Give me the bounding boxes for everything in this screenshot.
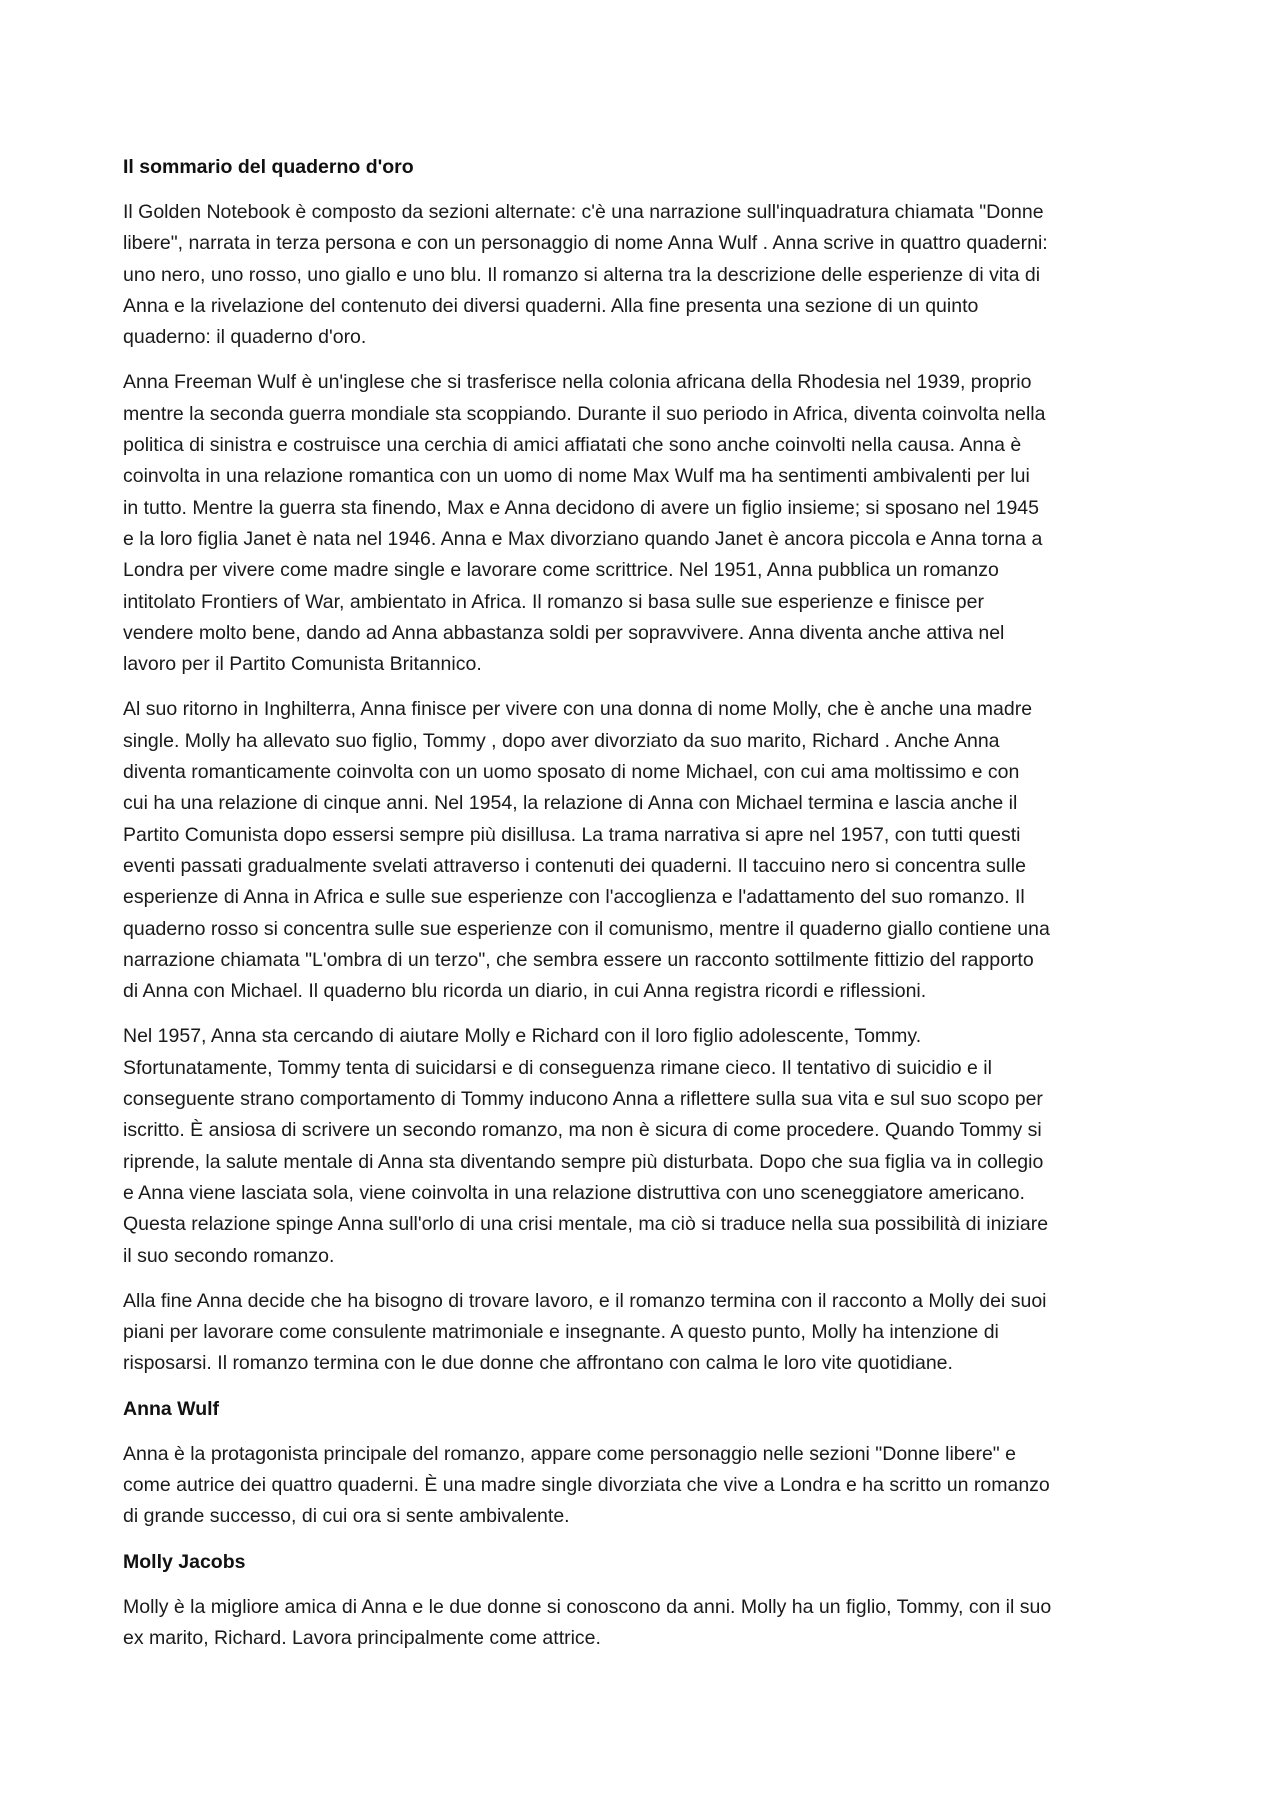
paragraph-line: Questa relazione spinge Anna sull'orlo di una crisi mentale, ma ciò si traduce nella sua possibilità di iniziare xyxy=(123,1213,1049,1236)
paragraph xyxy=(123,367,1168,680)
paragraph xyxy=(123,1592,1168,1655)
paragraph xyxy=(123,694,1168,1007)
document-title: Il sommario del quaderno d'oro xyxy=(123,156,414,178)
paragraph-line: vendere molto bene, dando ad Anna abbastanza soldi per sopravvivere. Anna diventa anche attiva nel xyxy=(123,621,1005,644)
paragraph-line: Anna e la rivelazione del contenuto dei diversi quaderni. Alla fine presenta una sezione di un quinto xyxy=(123,294,979,317)
paragraph-line: Alla fine Anna decide che ha bisogno di trovare lavoro, e il romanzo termina con il racconto a Molly dei suoi xyxy=(123,1289,1047,1312)
paragraph-line: Partito Comunista dopo essersi sempre più disillusa. La trama narrativa si apre nel 1957, con tutti questi xyxy=(123,823,1021,846)
paragraph xyxy=(123,197,1168,353)
paragraph-line: iscritto. È ansiosa di scrivere un secondo romanzo, ma non è sicura di come procedere. Quando Tommy si xyxy=(123,1119,1042,1142)
paragraph-line: conseguente strano comportamento di Tommy inducono Anna a riflettere sulla sua vita e sul suo scopo per xyxy=(123,1088,1043,1111)
paragraph-line: Anna è la protagonista principale del romanzo, appare come personaggio nelle sezioni "Donne libere" e xyxy=(123,1442,1016,1465)
paragraph xyxy=(123,1286,1168,1380)
paragraph-line: single. Molly ha allevato suo figlio, Tommy , dopo aver divorziato da suo marito, Richard . Anche Anna xyxy=(123,729,1000,752)
paragraph-line: eventi passati gradualmente svelati attraverso i contenuti dei quaderni. Il taccuino nero si concentra sulle xyxy=(123,854,1026,877)
paragraph-line: politica di sinistra e costruisce una cerchia di amici affiatati che sono anche coinvolti nella causa. Anna è xyxy=(123,434,1022,457)
paragraph-line: Sfortunatamente, Tommy tenta di suicidarsi e di conseguenza rimane cieco. Il tentativo di suicidio e il xyxy=(123,1056,992,1079)
document-body xyxy=(123,152,1168,1668)
paragraph-line: Londra per vivere come madre single e lavorare come scrittrice. Nel 1951, Anna pubblica un romanzo xyxy=(123,559,999,582)
document-blocks xyxy=(123,197,1168,1654)
paragraph-line: in tutto. Mentre la guerra sta finendo, Max e Anna decidono di avere un figlio insieme; si sposano nel 1945 xyxy=(123,496,1039,519)
paragraph-line: riprende, la salute mentale di Anna sta diventando sempre più disturbata. Dopo che sua figlia va in collegio xyxy=(123,1150,1044,1173)
paragraph-line: piani per lavorare come consulente matrimoniale e insegnante. A questo punto, Molly ha intenzione di xyxy=(123,1321,999,1344)
paragraph-line: e Anna viene lasciata sola, viene coinvolta in una relazione distruttiva con uno sceneggiatore americano. xyxy=(123,1181,1025,1204)
paragraph-line: intitolato Frontiers of War, ambientato in Africa. Il romanzo si basa sulle sue esperienze e finisce per xyxy=(123,590,984,613)
paragraph-line: cui ha una relazione di cinque anni. Nel 1954, la relazione di Anna con Michael termina e lascia anche il xyxy=(123,792,1018,815)
paragraph-line: Anna Freeman Wulf è un'inglese che si trasferisce nella colonia africana della Rhodesia nel 1939, proprio xyxy=(123,371,1032,394)
paragraph-line: Molly è la migliore amica di Anna e le due donne si conoscono da anni. Molly ha un figlio, Tommy, con il suo xyxy=(123,1595,1052,1618)
paragraph-line: uno nero, uno rosso, uno giallo e uno blu. Il romanzo si alterna tra la descrizione delle esperienze di vita di xyxy=(123,263,1041,286)
paragraph-line: ex marito, Richard. Lavora principalmente come attrice. xyxy=(123,1626,601,1649)
paragraph-line: di Anna con Michael. Il quaderno blu ricorda un diario, in cui Anna registra ricordi e riflessioni. xyxy=(123,980,927,1003)
paragraph-line: di grande successo, di cui ora si sente ambivalente. xyxy=(123,1505,570,1528)
paragraph-line: esperienze di Anna in Africa e sulle sue esperienze con l'accoglienza e l'adattamento del suo romanzo. Il xyxy=(123,886,1025,909)
paragraph-line: narrazione chiamata "L'ombra di un terzo", che sembra essere un racconto sottilmente fittizio del rapporto xyxy=(123,948,1034,971)
paragraph-line: libere", narrata in terza persona e con un personaggio di nome Anna Wulf . Anna scrive in quattro quaderni: xyxy=(123,232,1048,255)
paragraph-line: lavoro per il Partito Comunista Britannico. xyxy=(123,653,482,676)
paragraph-line: quaderno rosso si concentra sulle sue esperienze con il comunismo, mentre il quaderno giallo contiene una xyxy=(123,917,1050,940)
paragraph-line: come autrice dei quattro quaderni. È una madre single divorziata che vive a Londra e ha scritto un romanzo xyxy=(123,1473,1050,1496)
paragraph xyxy=(123,1439,1168,1533)
section-heading: Molly Jacobs xyxy=(123,1550,246,1573)
paragraph-line: Il Golden Notebook è composto da sezioni alternate: c'è una narrazione sull'inquadratura chiamata "Donne xyxy=(123,201,1044,223)
paragraph-line: diventa romanticamente coinvolta con un uomo sposato di nome Michael, con cui ama moltissimo e con xyxy=(123,761,1020,784)
paragraph-line: il suo secondo romanzo. xyxy=(123,1244,335,1267)
section-heading: Anna Wulf xyxy=(123,1397,220,1420)
paragraph-line: e la loro figlia Janet è nata nel 1946. Anna e Max divorziano quando Janet è ancora piccola e Anna torna a xyxy=(123,527,1043,550)
paragraph-line: mentre la seconda guerra mondiale sta scoppiando. Durante il suo periodo in Africa, diventa coinvolta nella xyxy=(123,402,1046,425)
paragraph-line: coinvolta in una relazione romantica con un uomo di nome Max Wulf ma ha sentimenti ambivalenti per lui xyxy=(123,465,1030,488)
paragraph-line: Nel 1957, Anna sta cercando di aiutare Molly e Richard con il loro figlio adolescente, Tommy. xyxy=(123,1025,922,1048)
paragraph-line: risposarsi. Il romanzo termina con le due donne che affrontano con calma le loro vite quotidiane. xyxy=(123,1352,953,1375)
paragraph xyxy=(123,1021,1168,1271)
paragraph-line: quaderno: il quaderno d'oro. xyxy=(123,326,367,349)
paragraph-line: Al suo ritorno in Inghilterra, Anna finisce per vivere con una donna di nome Molly, che è anche una madre xyxy=(123,698,1033,721)
